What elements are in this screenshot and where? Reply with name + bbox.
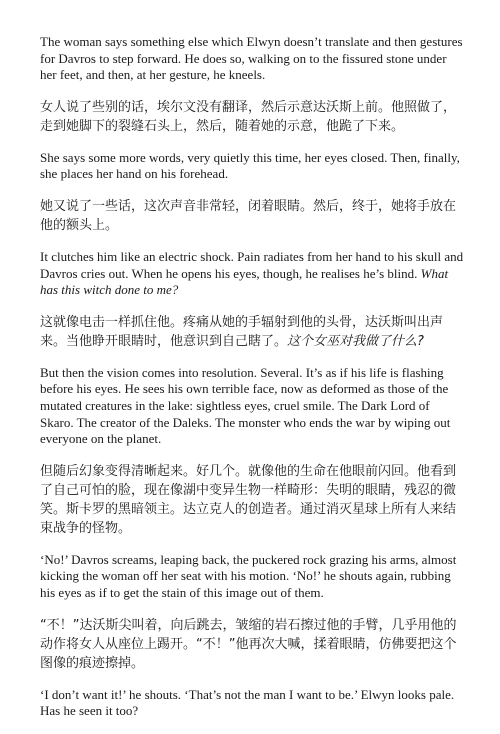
paragraph-english (40, 249, 464, 299)
paragraph-chinese (40, 197, 464, 235)
paragraph-text: 但随后幻象变得清晰起来。好几个。就像他的生命在他眼前闪回。他看到了自己可怕的脸，现在像湖中变异生物一样畸形：失明的眼睛，残忍的微笑。斯卡罗的黑暗领主。达立克人的创造者。通过消灭星球上所有人来结束战争的怪物。 (40, 463, 457, 536)
paragraph-text: But then the vision comes into resolution. Several. It’s as if his life is flashing before his eyes. He sees his own terrible face, now as deformed as those of the mutated creatures in the lake: sightless eyes, cruel smile. The Dark Lord of Skaro. The creator of the Daleks. The monster who ends the war by wiping out everyone on the planet. (40, 364, 451, 447)
paragraph-text: It clutches him like an electric shock. Pain radiates from her hand to his skull and Davros cries out. When he opens his eyes, though, he realises he’s blind. (40, 248, 464, 281)
paragraph-text: 这就像电击一样抓住他。疼痛从她的手辐射到他的头骨，达沃斯叫出声来。当他睁开眼睛时，他意识到自己瞎了。 (40, 314, 444, 349)
paragraph-chinese (40, 616, 464, 673)
paragraph-text: The woman says something else which Elwyn doesn’t translate and then gestures for Davros to step forward. He does so, walking on to the fissured stone under her feet, and then, at her gesture, he kneels. (40, 34, 463, 83)
paragraph-text: 她又说了一些话，这次声音非常轻，闭着眼睛。然后，终于，她将手放在他的额头上。 (40, 198, 457, 233)
paragraph-italic-text: What has this witch done to me? (40, 265, 449, 298)
paragraph-english (40, 552, 464, 602)
paragraph-italic-text: 这个女巫对我做了什么? (287, 333, 424, 349)
paragraph-text: She says some more words, very quietly this time, her eyes closed. Then, finally, she places her hand on his forehead. (40, 149, 460, 182)
document-page (40, 34, 464, 734)
paragraph-text: ‘I don’t want it!’ he shouts. ‘That’s not the man I want to be.’ Elwyn looks pale. Has he seen it too? (40, 686, 455, 719)
paragraph-english (40, 150, 464, 183)
paragraph-english (40, 34, 464, 84)
paragraph-chinese (40, 313, 464, 351)
paragraph-chinese (40, 462, 464, 538)
paragraph-english (40, 365, 464, 448)
paragraph-text: “不！”达沃斯尖叫着，向后跳去，皱缩的岩石擦过他的手臂，几乎用他的动作将女人从座位上踢开。“不！”他再次大喊，揉着眼睛，仿佛要把这个图像的痕迹擦掉。 (40, 617, 457, 671)
paragraph-english (40, 687, 464, 720)
paragraph-text: ‘No!’ Davros screams, leaping back, the puckered rock grazing his arms, almost kicking the woman off her seat with his motion. ‘No!’ he shouts again, rubbing his eyes as if to get the stain of this image out of them. (40, 551, 457, 600)
paragraph-text: 女人说了些别的话，埃尔文没有翻译，然后示意达沃斯上前。他照做了，走到她脚下的裂缝石头上，然后，随着她的示意，他跪了下来。 (40, 99, 457, 134)
paragraph-chinese (40, 98, 464, 136)
